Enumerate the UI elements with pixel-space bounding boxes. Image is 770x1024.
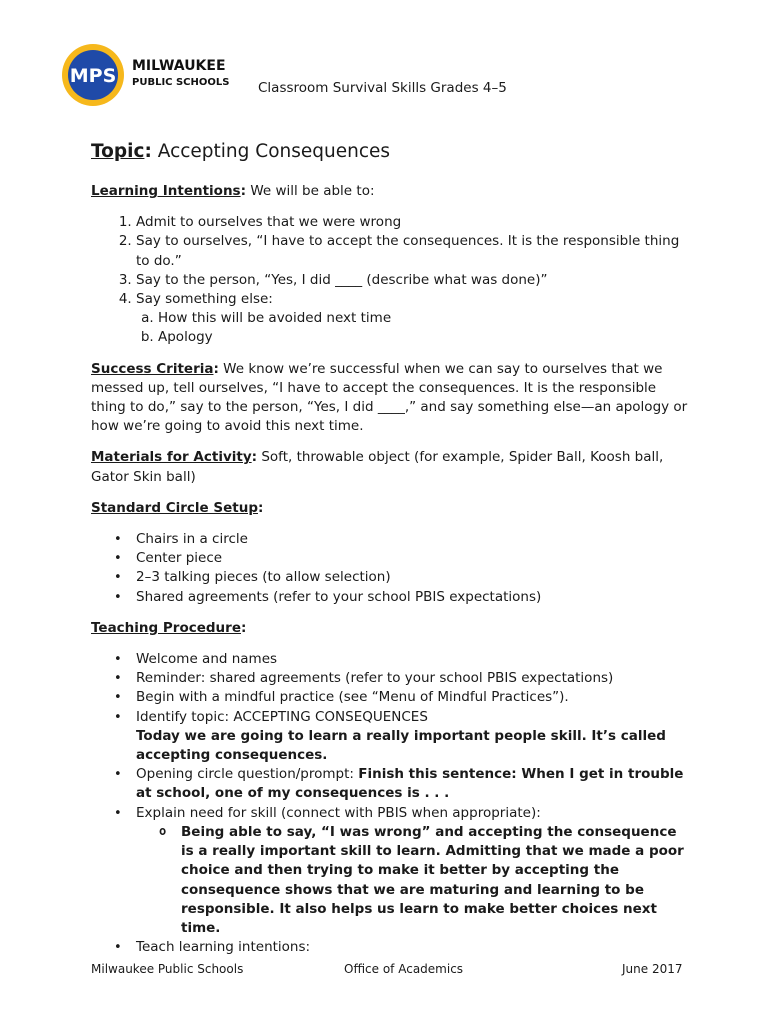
success-criteria-heading: Success Criteria [91, 360, 214, 377]
circle-setup-heading-line: Standard Circle Setup: [91, 499, 264, 516]
list-item-text: Say something else: [136, 291, 273, 308]
list-item: a. How this will be avoided next time [158, 309, 691, 328]
teaching-procedure-list [91, 650, 691, 957]
logo-abbr: MPS [69, 65, 117, 87]
materials-text: Soft, throwable object (for example, Spider Ball, Koosh ball, Gator Skin ball) [91, 449, 664, 485]
document-body [91, 140, 691, 969]
topic-value: Accepting Consequences [157, 141, 391, 162]
footer-center: Office of Academics [344, 962, 464, 976]
teaching-procedure-heading: Teaching Procedure [91, 619, 241, 636]
list-item: • Teach learning intentions: [136, 938, 691, 957]
list-item [136, 708, 691, 766]
footer-right: June 2017 [622, 962, 683, 976]
list-item: • Reminder: shared agreements (refer to your school PBIS expectations) [136, 669, 691, 688]
document-header-title: Classroom Survival Skills Grades 4–5 [258, 80, 507, 96]
success-criteria-text: We know we’re successful when we can say to ourselves that we messed up, tell ourselves, “I have to accept the consequences. It is the responsible thing to do,” say to the person, “Yes, I did ____,” and say something else—an apology or how we’re going to avoid this next time. [91, 360, 688, 435]
footer-left: Milwaukee Public Schools [91, 962, 244, 976]
list-item: o Being able to say, “I was wrong” and accepting the consequence is a really important skill to learn. Admitting that we made a poor choice and then trying to make it better by accepting the consequence shows that we are maturing and learning to be responsible. It also helps us learn to make better choices next time. [181, 823, 691, 938]
list-item: 1. Admit to ourselves that we were wrong [136, 213, 691, 232]
learning-intentions-text: We will be able to: [250, 183, 375, 199]
list-item: • Chairs in a circle [136, 530, 691, 549]
logo-line2: PUBLIC SCHOOLS [132, 77, 230, 88]
list-item: b. Apology [158, 328, 691, 347]
list-item: • Shared agreements (refer to your school PBIS expectations) [136, 588, 691, 607]
logo-line1: MILWAUKEE [132, 58, 226, 74]
learning-intentions-heading: Learning Intentions [91, 183, 241, 199]
mps-logo-graphic [60, 42, 230, 108]
topic-label: Topic [91, 141, 145, 162]
explain-sublist [136, 823, 691, 938]
list-item: • 2–3 talking pieces (to allow selection) [136, 568, 691, 587]
list-item [136, 804, 691, 938]
list-item-text: Explain need for skill (connect with PBIS when appropriate): [136, 804, 541, 821]
learning-intentions-list [91, 213, 691, 347]
topic-script: Today we are going to learn a really important people skill. It’s called accepting consequences. [136, 727, 666, 764]
success-criteria-paragraph: Success Criteria: We know we’re successful when we can say to ourselves that we messed up, tell ourselves, “I have to accept the consequences. It is the responsible thing to do,” say to the person, “Yes, I did ____,” and say something else—an apology or how we’re going to avoid this next time. [91, 360, 688, 435]
list-item [136, 765, 691, 803]
materials-paragraph: Materials for Activity: Soft, throwable object (for example, Spider Ball, Koosh ball, Gator Skin ball) [91, 449, 664, 485]
list-item [136, 290, 691, 348]
learning-intentions-sublist [136, 309, 691, 347]
prompt-text: Finish this sentence: When I get in trouble at school, one of my consequences is . . . [136, 766, 684, 802]
circle-setup-list [91, 530, 691, 607]
teaching-procedure-heading-line: Teaching Procedure: [91, 619, 247, 636]
topic-line: Topic: Accepting Consequences [91, 141, 391, 162]
learning-intentions-intro: Learning Intentions: We will be able to: [91, 183, 375, 199]
list-item: • Begin with a mindful practice (see “Menu of Mindful Practices”). [136, 688, 691, 707]
list-item: 3. Say to the person, “Yes, I did ____ (describe what was done)” [136, 271, 691, 290]
list-item-text: Opening circle question/prompt: [136, 766, 354, 783]
list-item: • Center piece [136, 549, 691, 568]
circle-setup-heading: Standard Circle Setup [91, 499, 258, 516]
mps-logo [60, 42, 230, 108]
list-item-text: Identify topic: ACCEPTING CONSEQUENCES [136, 708, 428, 725]
list-item: • Welcome and names [136, 650, 691, 669]
list-item: 2. Say to ourselves, “I have to accept the consequences. It is the responsible thing to do.” [136, 232, 691, 270]
materials-heading: Materials for Activity [91, 449, 252, 466]
